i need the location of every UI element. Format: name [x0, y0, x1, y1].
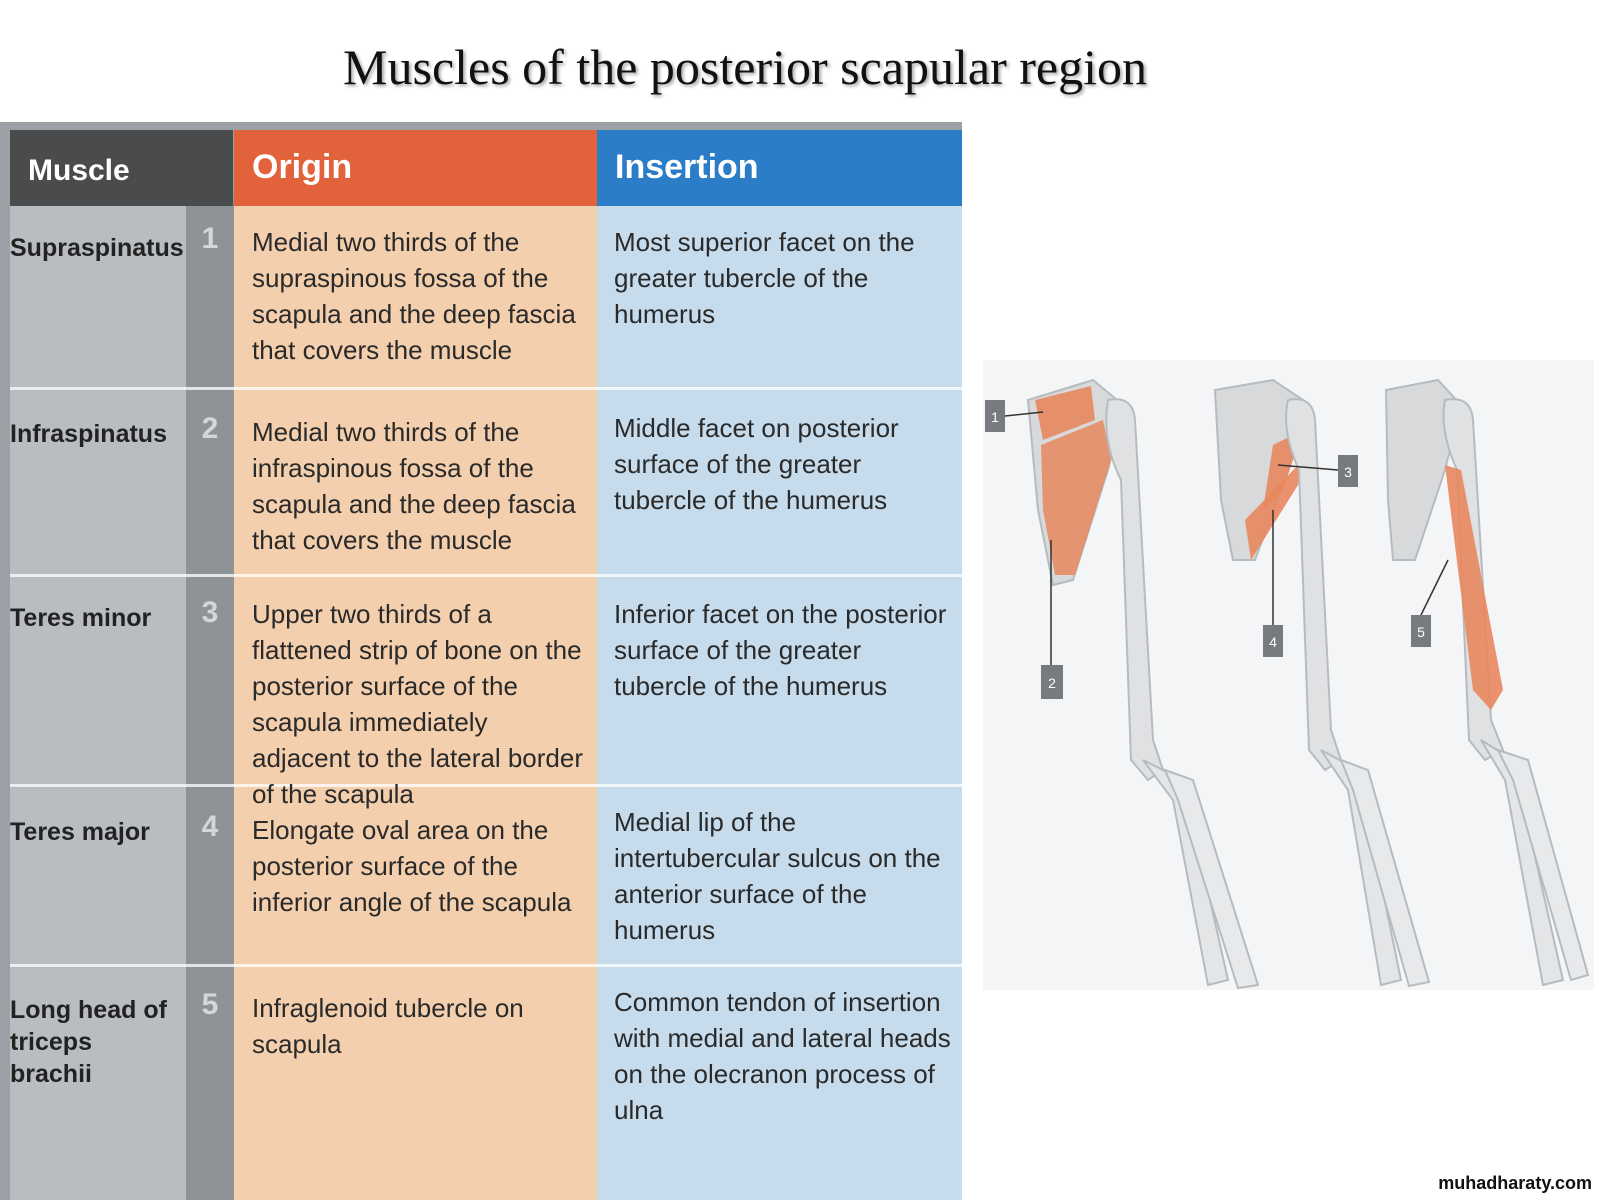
row-divider [10, 574, 962, 577]
origin-text: Infraglenoid tubercle on scapula [252, 993, 524, 1059]
figure-label-5-text: 5 [1417, 624, 1425, 640]
row-divider [10, 964, 962, 967]
anatomy-figure [983, 360, 1594, 990]
origin-text: Medial two thirds of the infraspinous fossa of the scapula and the deep fascia that covers the muscle [252, 417, 576, 555]
muscle-name: Long head of triceps brachii [10, 996, 167, 1088]
muscle-name: Supraspinatus [10, 234, 184, 262]
insertion-text: Middle facet on posterior surface of the greater tubercle of the humerus [614, 413, 899, 515]
origin-text: Elongate oval area on the posterior surface of the inferior angle of the scapula [252, 815, 572, 917]
arm-illustration-3 [1386, 380, 1588, 985]
muscle-name: Teres minor [10, 604, 152, 632]
insertion-text: Most superior facet on the greater tubercle of the humerus [614, 227, 915, 329]
figure-label-3-text: 3 [1344, 464, 1352, 480]
figure-label-4-text: 4 [1269, 634, 1277, 650]
muscle-name: Infraspinatus [10, 420, 167, 448]
slide-title: Muscles of the posterior scapular region [343, 39, 1147, 95]
origin-text: Medial two thirds of the supraspinous fossa of the scapula and the deep fascia that covers the muscle [252, 227, 576, 365]
origin-text: Upper two thirds of a flattened strip of bone on the posterior surface of the scapula immediately adjacent to the lateral border of the scapula [252, 599, 583, 809]
scapula-humerus-illustration [983, 360, 1594, 990]
header-origin: Origin [234, 130, 597, 206]
figure-label-1-text: 1 [991, 409, 999, 425]
muscle-number: 4 [201, 810, 219, 843]
figure-label-2-text: 2 [1048, 675, 1056, 691]
site-watermark: muhadharaty.com [1438, 1173, 1592, 1193]
number-column-bg [186, 198, 234, 1200]
row-divider [10, 387, 962, 390]
muscle-name: Teres major [10, 818, 150, 846]
header-insertion: Insertion [597, 130, 962, 206]
insertion-text: Common tendon of insertion with medial and lateral heads on the olecranon process of ulna [614, 987, 951, 1125]
insertion-text: Medial lip of the intertubercular sulcus on the anterior surface of the humerus [614, 807, 941, 945]
muscle-number: 1 [201, 222, 219, 255]
muscle-number: 3 [201, 596, 219, 629]
muscle-number: 2 [201, 412, 219, 445]
muscle-number: 5 [201, 988, 219, 1021]
muscle-table [0, 122, 962, 1200]
header-muscle: Muscle [10, 130, 233, 206]
insertion-text: Inferior facet on the posterior surface of the greater tubercle of the humerus [614, 599, 947, 701]
